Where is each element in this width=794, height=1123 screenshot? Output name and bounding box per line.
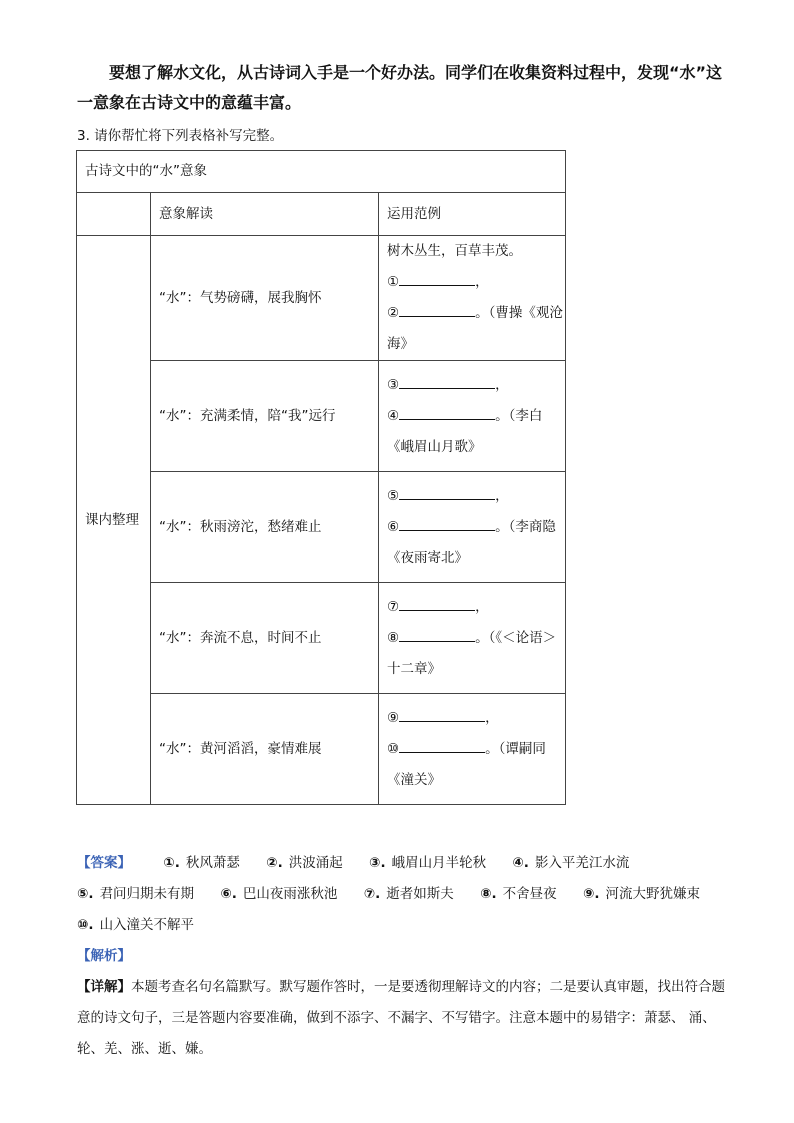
answer-blank-10[interactable] bbox=[399, 738, 485, 753]
answer-blank-1[interactable] bbox=[399, 271, 475, 286]
meaning-cell: “水”：气势磅礴，展我胸怀 bbox=[151, 236, 379, 361]
answer-item: ③. 峨眉山月半轮秋 bbox=[369, 855, 487, 871]
example-cell bbox=[379, 472, 566, 583]
comma: ， bbox=[485, 709, 499, 726]
detail-paragraph bbox=[77, 972, 727, 1065]
group-label: 课内整理 bbox=[77, 236, 151, 805]
blank-number: ② bbox=[387, 305, 400, 321]
answer-blank-5[interactable] bbox=[399, 485, 495, 500]
blank-number: ⑤ bbox=[387, 487, 400, 504]
answer-blank-2[interactable] bbox=[399, 302, 475, 317]
source-text: 《峨眉山月歌》 bbox=[387, 438, 482, 455]
answer-section bbox=[77, 848, 727, 941]
comma: ， bbox=[495, 487, 509, 504]
source-text: 《潼关》 bbox=[387, 771, 441, 788]
source-text: 《夜雨寄北》 bbox=[387, 549, 468, 566]
answer-blank-6[interactable] bbox=[399, 516, 495, 531]
meaning-cell: “水”：秋雨滂沱，愁绪难止 bbox=[151, 472, 379, 583]
imagery-table bbox=[76, 150, 566, 805]
answer-blank-8[interactable] bbox=[399, 627, 475, 642]
answer-blank-9[interactable] bbox=[399, 707, 485, 722]
answer-item: ①. 秋风萧瑟 bbox=[163, 855, 240, 871]
intro-paragraph: 要想了解水文化，从古诗词入手是一个好办法。同学们在收集资料过程中，发现“水”这一意象在古诗文中的意蕴丰富。 bbox=[77, 63, 723, 112]
answer-item: ④. 影入平羌江水流 bbox=[512, 855, 630, 871]
table-title: 古诗文中的“水”意象 bbox=[77, 151, 566, 193]
example-cell bbox=[379, 694, 566, 805]
answer-item: ⑦. 逝者如斯夫 bbox=[363, 886, 454, 902]
analysis-tag: 【解析】 bbox=[77, 948, 131, 964]
blank-number: ③ bbox=[387, 376, 400, 393]
source-text: 。（李白 bbox=[495, 407, 543, 424]
meaning-cell: “水”：黄河滔滔，豪情难展 bbox=[151, 694, 379, 805]
comma: ， bbox=[475, 274, 489, 290]
comma: ， bbox=[475, 598, 489, 615]
source-text: 。（《＜论语＞ bbox=[475, 629, 557, 646]
answer-item: ⑧. 不舍昼夜 bbox=[480, 886, 557, 902]
answer-item: ⑤. 君问归期未有期 bbox=[77, 886, 195, 902]
source-text: 。（谭嗣同 bbox=[485, 740, 546, 757]
example-line: 树木丛生，百草丰茂。 bbox=[387, 243, 522, 259]
example-cell bbox=[379, 236, 566, 361]
answer-blank-4[interactable] bbox=[399, 405, 495, 420]
answer-blank-7[interactable] bbox=[399, 596, 475, 611]
meaning-cell: “水”：充满柔情，陪“我”远行 bbox=[151, 361, 379, 472]
answer-item: ②. 洪波涌起 bbox=[266, 855, 343, 871]
question-prompt: 3. 请你帮忙将下列表格补写完整。 bbox=[77, 128, 284, 144]
blank-number: ⑦ bbox=[387, 598, 400, 615]
source-text: 十二章》 bbox=[387, 660, 441, 677]
empty-header-cell bbox=[77, 193, 151, 236]
answer-item: ⑥. 巴山夜雨涨秋池 bbox=[220, 886, 338, 902]
answer-tag: 【答案】 bbox=[77, 855, 131, 871]
source-text: 。（李商隐 bbox=[495, 518, 556, 535]
col-example-header: 运用范例 bbox=[379, 193, 566, 236]
detail-tag: 【详解】 bbox=[77, 979, 131, 995]
blank-number: ⑨ bbox=[387, 709, 400, 726]
blank-number: ① bbox=[387, 274, 400, 290]
source-text: 海》 bbox=[387, 336, 414, 352]
example-cell bbox=[379, 361, 566, 472]
answer-item: ⑩. 山入潼关不解平 bbox=[77, 917, 195, 933]
analysis-section bbox=[77, 941, 727, 1065]
detail-text: 本题考查名句名篇默写。默写题作答时，一是要透彻理解诗文的内容；二是要认真审题，找出符合题意的诗文句子，三是答题内容要准确，做到不添字、不漏字、不写错字。注意本题中的易错字：萧瑟、 涌、轮、羌、涨、逝、嫌。 bbox=[77, 979, 725, 1057]
blank-number: ④ bbox=[387, 407, 400, 424]
meaning-cell: “水”：奔流不息，时间不止 bbox=[151, 583, 379, 694]
answer-blank-3[interactable] bbox=[399, 374, 495, 389]
blank-number: ⑩ bbox=[387, 740, 400, 757]
comma: ， bbox=[495, 376, 509, 393]
example-cell bbox=[379, 583, 566, 694]
blank-number: ⑧ bbox=[387, 629, 400, 646]
answer-item: ⑨. 河流大野犹嫌束 bbox=[582, 886, 700, 902]
col-meaning-header: 意象解读 bbox=[151, 193, 379, 236]
source-text: 。（曹操《观沧 bbox=[475, 305, 563, 321]
blank-number: ⑥ bbox=[387, 518, 400, 535]
